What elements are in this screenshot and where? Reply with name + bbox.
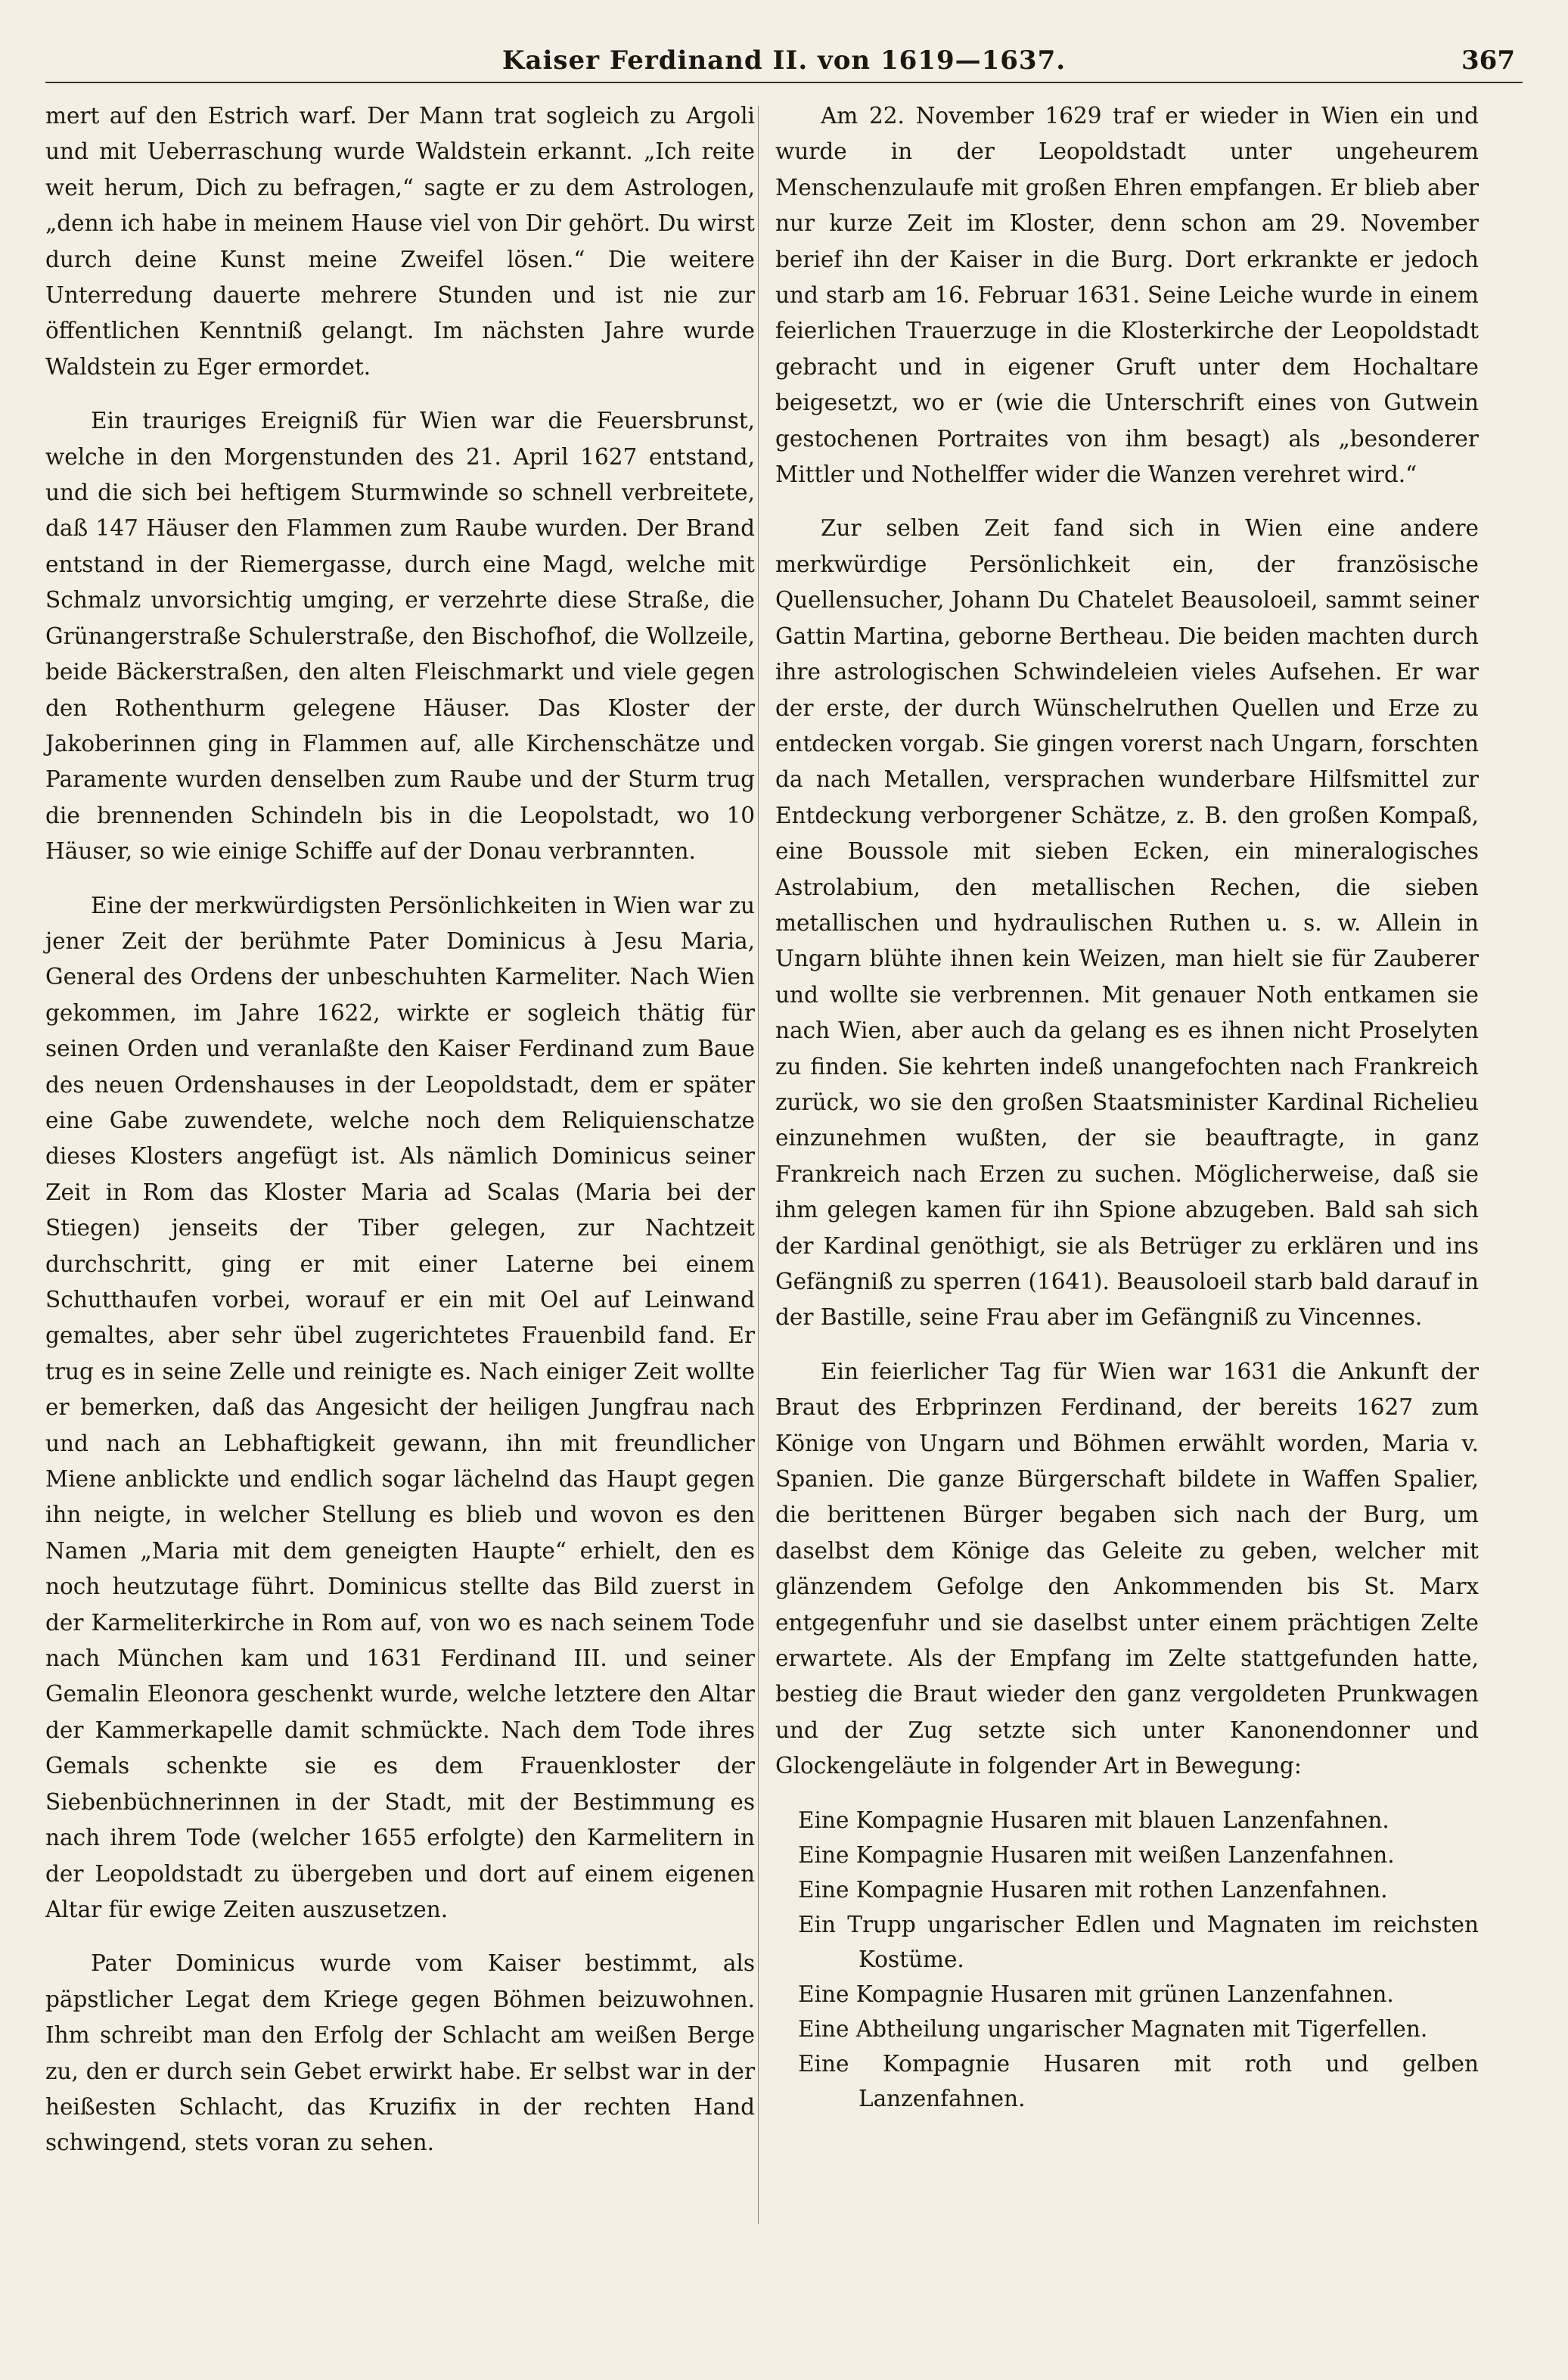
page-number: 367 bbox=[1461, 45, 1515, 76]
paragraph: mert auf den Estrich warf. Der Mann trat sogleich zu Argoli und mit Ueberraschung wurde Waldstein erkannt. „Ich reite weit herum, Dich zu befragen,“ sagte er zu dem Astrologen, „denn ich habe in meinem Hause viel von Dir gehört. Du wirst durch deine Kunst meine Zweifel lösen.“ Die weitere Unterredung dauerte mehrere Stunden und ist nie zur öffentlichen Kenntniß gelangt. Im nächsten Jahre wurde Waldstein zu Eger ermordet. bbox=[45, 103, 755, 380]
list-item: Eine Kompagnie Husaren mit rothen Lanzenfahnen. bbox=[798, 1876, 1388, 1903]
left-column bbox=[45, 98, 755, 2180]
paragraph: Am 22. November 1629 traf er wieder in Wien ein und wurde in der Leopoldstadt unter ungeheurem Menschenzulaufe mit großen Ehren empfangen. Er blieb aber nur kurze Zeit im Kloster, denn schon am 29. November berief ihn der Kaiser in die Burg. Dort erkrankte er jedoch und starb am 16. Februar 1631. Seine Leiche wurde in einem feierlichen Trauerzuge in die Klosterkirche der Leopoldstadt gebracht und in eigener Gruft unter dem Hochaltare beigesetzt, wo er (wie die Unterschrift eines von Gutwein gestochenen Portraites von ihm besagt) als „besonderer Mittler und Nothelffer wider die Wanzen verehret wird.“ bbox=[775, 103, 1479, 488]
paragraph: Eine der merkwürdigsten Persönlichkeiten in Wien war zu jener Zeit der berühmte Pater Dominicus à Jesu Maria, General des Ordens der unbeschuhten Karmeliter. Nach Wien gekommen, im Jahre 1622, wirkte er sogleich thätig für seinen Orden und veranlaßte den Kaiser Ferdinand zum Baue des neuen Ordenshauses in der Leopoldstadt, dem er später eine Gabe zuwendete, welche noch dem Reliquienschatze dieses Klosters angefügt ist. Als nämlich Dominicus seiner Zeit in Rom das Kloster Maria ad Scalas (Maria bei der Stiegen) jenseits der Tiber gelegen, zur Nachtzeit durchschritt, ging er mit einer Laterne bei einem Schutthaufen vorbei, worauf er ein mit Oel auf Leinwand gemaltes, aber sehr übel zugerichtetes Frauenbild fand. Er trug es in seine Zelle und reinigte es. Nach einiger Zeit wollte er bemerken, daß das Angesicht der heiligen Jungfrau nach und nach an Lebhaftigkeit gewann, ihn mit freundlicher Miene anblickte und endlich sogar lächelnd das Haupt gegen ihn neigte, in welcher Stellung es blieb und wovon es den Namen „Maria mit dem geneigten Haupte“ erhielt, den es noch heutzutage führt. Dominicus stellte das Bild zuerst in der Karmeliterkirche in Rom auf, von wo es nach seinem Tode nach München kam und 1631 Ferdinand III. und seiner Gemalin Eleonora geschenkt wurde, welche letztere den Altar der Kammerkapelle damit schmückte. Nach dem Tode ihres Gemals schenkte sie es dem Frauenkloster der Siebenbüchnerinnen in der Stadt, mit der Bestimmung es nach ihrem Tode (welcher 1655 erfolgte) den Karmelitern in der Leopoldstadt zu übergeben und dort auf einem eigenen Altar für ewige Zeiten auszusetzen. bbox=[45, 892, 755, 1922]
procession-list bbox=[775, 1803, 1479, 2116]
list-item: Eine Kompagnie Husaren mit grünen Lanzenfahnen. bbox=[798, 1981, 1394, 2007]
paragraph: Ein trauriges Ereigniß für Wien war die Feuersbrunst, welche in den Morgenstunden des 21. April 1627 entstand, und die sich bei heftigem Sturmwinde so schnell verbreitete, daß 147 Häuser den Flammen zum Raube wurden. Der Brand entstand in der Riemergasse, durch eine Magd, welche mit Schmalz unvorsichtig umging, er verzehrte diese Straße, die Grünangerstraße Schulerstraße, den Bischofhof, die Wollzeile, beide Bäckerstraßen, den alten Fleischmarkt und viele gegen den Rothenthurm gelegene Häuser. Das Kloster der Jakoberinnen ging in Flammen auf, alle Kirchenschätze und Paramente wurden denselben zum Raube und der Sturm trug die brennenden Schindeln bis in die Leopolstadt, wo 10 Häuser, so wie einige Schiffe auf der Donau verbrannten. bbox=[45, 408, 755, 865]
running-title: Kaiser Ferdinand II. von 1619—1637. bbox=[501, 45, 1067, 76]
paragraph: Pater Dominicus wurde vom Kaiser bestimmt, als päpstlicher Legat dem Kriege gegen Böhmen beizuwohnen. Ihm schreibt man den Erfolg der Schlacht am weißen Berge zu, den er durch sein Gebet erwirkt habe. Er selbst war in der heißesten Schlacht, das Kruzifix in der rechten Hand schwingend, stets voran zu sehen. bbox=[45, 1950, 755, 2156]
list-item: Eine Kompagnie Husaren mit roth und gelben Lanzenfahnen. bbox=[798, 2050, 1479, 2111]
list-item: Eine Kompagnie Husaren mit blauen Lanzenfahnen. bbox=[798, 1807, 1389, 1833]
paragraph: Zur selben Zeit fand sich in Wien eine andere merkwürdige Persönlichkeit ein, der französische Quellensucher, Johann Du Chatelet Beausoloeil, sammt seiner Gattin Martina, geborne Bertheau. Die beiden machten durch ihre astrologischen Schwindeleien vieles Aufsehen. Er war der erste, der durch Wünschelruthen Quellen und Erze zu entdecken vorgab. Sie gingen vorerst nach Ungarn, forschten da nach Metallen, versprachen wunderbare Hilfsmittel zur Entdeckung verborgener Schätze, z. B. den großen Kompaß, eine Boussole mit sieben Ecken, ein mineralogisches Astrolabium, den metallischen Rechen, die sieben metallischen und hydraulischen Ruthen u. s. w. Allein in Ungarn blühte ihnen kein Weizen, man hielt sie für Zauberer und wollte sie verbrennen. Mit genauer Noth entkamen sie nach Wien, aber auch da gelang es es ihnen nicht Proselyten zu finden. Sie kehrten indeß unangefochten nach Frankreich zurück, wo sie den großen Staatsminister Kardinal Richelieu einzunehmen wußten, der sie beauftragte, in ganz Frankreich nach Erzen zu suchen. Möglicherweise, daß sie ihm gelegen kamen für ihn Spione abzugeben. Bald sah sich der Kardinal genöthigt, sie als Betrüger zu erklären und ins Gefängniß zu sperren (1641). Beausoloeil starb bald darauf in der Bastille, seine Frau aber im Gefängniß zu Vincennes. bbox=[775, 515, 1479, 1331]
list-item: Eine Abtheilung ungarischer Magnaten mit Tigerfellen. bbox=[798, 2015, 1428, 2042]
column-divider bbox=[758, 106, 759, 2224]
header-rule bbox=[45, 82, 1523, 83]
list-item: Eine Kompagnie Husaren mit weißen Lanzenfahnen. bbox=[798, 1841, 1395, 1868]
right-column bbox=[775, 98, 1479, 2116]
paragraph: Ein feierlicher Tag für Wien war 1631 die Ankunft der Braut des Erbprinzen Ferdinand, der bereits 1627 zum Könige von Ungarn und Böhmen erwählt worden, Maria v. Spanien. Die ganze Bürgerschaft bildete in Waffen Spalier, die berittenen Bürger begaben sich nach der Burg, um daselbst dem Könige das Geleite zu geben, welcher mit glänzendem Gefolge den Ankommenden bis St. Marx entgegenfuhr und sie daselbst unter einem prächtigen Zelte erwartete. Als der Empfang im Zelte stattgefunden hatte, bestieg die Braut wieder den ganz vergoldeten Prunkwagen und der Zug setzte sich unter Kanonendonner und Glockengeläute in folgender Art in Bewegung: bbox=[775, 1358, 1479, 1779]
list-item: Ein Trupp ungarischer Edlen und Magnaten im reichsten Kostüme. bbox=[798, 1911, 1479, 1972]
page-header bbox=[45, 45, 1523, 83]
